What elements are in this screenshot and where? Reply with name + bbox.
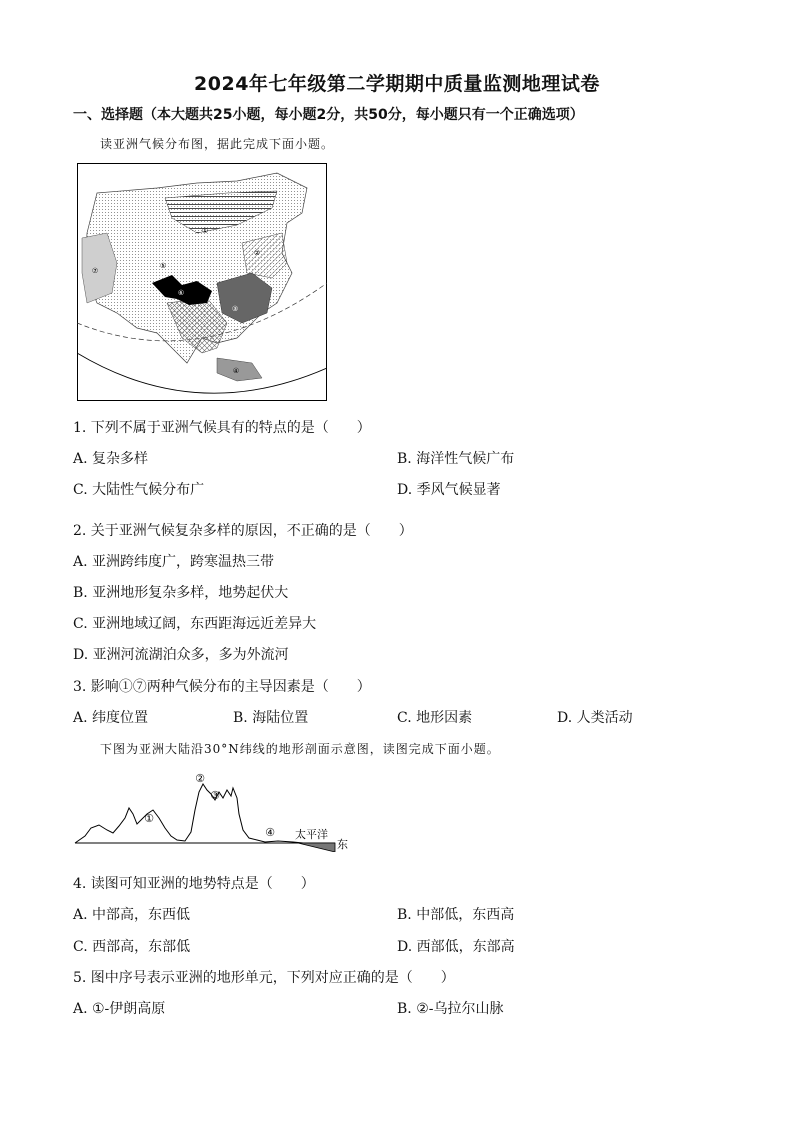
profile-label-1: ① [144, 812, 154, 825]
map-label-3: ③ [231, 305, 239, 313]
q2-option-a: A. 亚洲跨纬度广，跨寒温热三带 [73, 554, 275, 570]
east-direction-label: 东 [337, 838, 348, 851]
map-label-2: ② [253, 249, 261, 257]
q4-option-c: C. 西部高，东部低 [73, 939, 191, 955]
q4-option-d: D. 西部低，东部高 [397, 939, 515, 955]
q1-option-c: C. 大陆性气候分布广 [73, 482, 205, 498]
profile-label-3: ③ [210, 789, 220, 802]
q2-option-c: C. 亚洲地域辽阔，东西距海远近差异大 [73, 616, 317, 632]
q4-option-b: B. 中部低，东西高 [397, 907, 515, 923]
q1-option-b: B. 海洋性气候广布 [397, 451, 515, 467]
q5-option-a: A. ①-伊朗高原 [73, 1001, 166, 1017]
q3-option-d: D. 人类活动 [557, 710, 633, 726]
asia-climate-map [77, 163, 327, 401]
map-label-5: ⑤ [159, 262, 167, 270]
question-5-stem: 5. 图中序号表示亚洲的地形单元，下列对应正确的是（ ） [73, 970, 455, 986]
profile-intro: 下图为亚洲大陆沿30°N纬线的地形剖面示意图，读图完成下面小题。 [100, 742, 500, 756]
exam-title: 2024年七年级第二学期期中质量监测地理试卷 [194, 73, 600, 95]
map-label-7: ⑦ [91, 267, 99, 275]
pacific-ocean-label: 太平洋 [295, 828, 328, 841]
profile-label-2: ② [195, 772, 205, 785]
q4-option-a: A. 中部高，东西低 [73, 907, 191, 923]
q3-option-c: C. 地形因素 [397, 710, 473, 726]
profile-label-4: ④ [265, 826, 275, 839]
question-3-stem: 3. 影响①⑦两种气候分布的主导因素是（ ） [73, 679, 371, 695]
section-heading: 一、选择题（本大题共25小题，每小题2分，共50分，每小题只有一个正确选项） [73, 107, 584, 123]
question-1-stem: 1. 下列不属于亚洲气候具有的特点的是（ ） [73, 420, 371, 436]
q2-option-d: D. 亚洲河流湖泊众多，多为外流河 [73, 647, 289, 663]
map-label-1: ① [201, 227, 209, 235]
q5-option-b: B. ②-乌拉尔山脉 [397, 1001, 504, 1017]
terrain-profile-diagram [73, 770, 363, 852]
q3-option-b: B. 海陆位置 [233, 710, 309, 726]
q1-option-a: A. 复杂多样 [73, 451, 149, 467]
q2-option-b: B. 亚洲地形复杂多样，地势起伏大 [73, 585, 289, 601]
question-4-stem: 4. 读图可知亚洲的地势特点是（ ） [73, 876, 315, 892]
q1-option-d: D. 季风气候显著 [397, 482, 501, 498]
map-label-4: ④ [232, 367, 240, 375]
question-2-stem: 2. 关于亚洲气候复杂多样的原因，不正确的是（ ） [73, 523, 413, 539]
map-label-6: ⑥ [177, 289, 185, 297]
q3-option-a: A. 纬度位置 [73, 710, 149, 726]
map-intro: 读亚洲气候分布图，据此完成下面小题。 [100, 137, 335, 151]
